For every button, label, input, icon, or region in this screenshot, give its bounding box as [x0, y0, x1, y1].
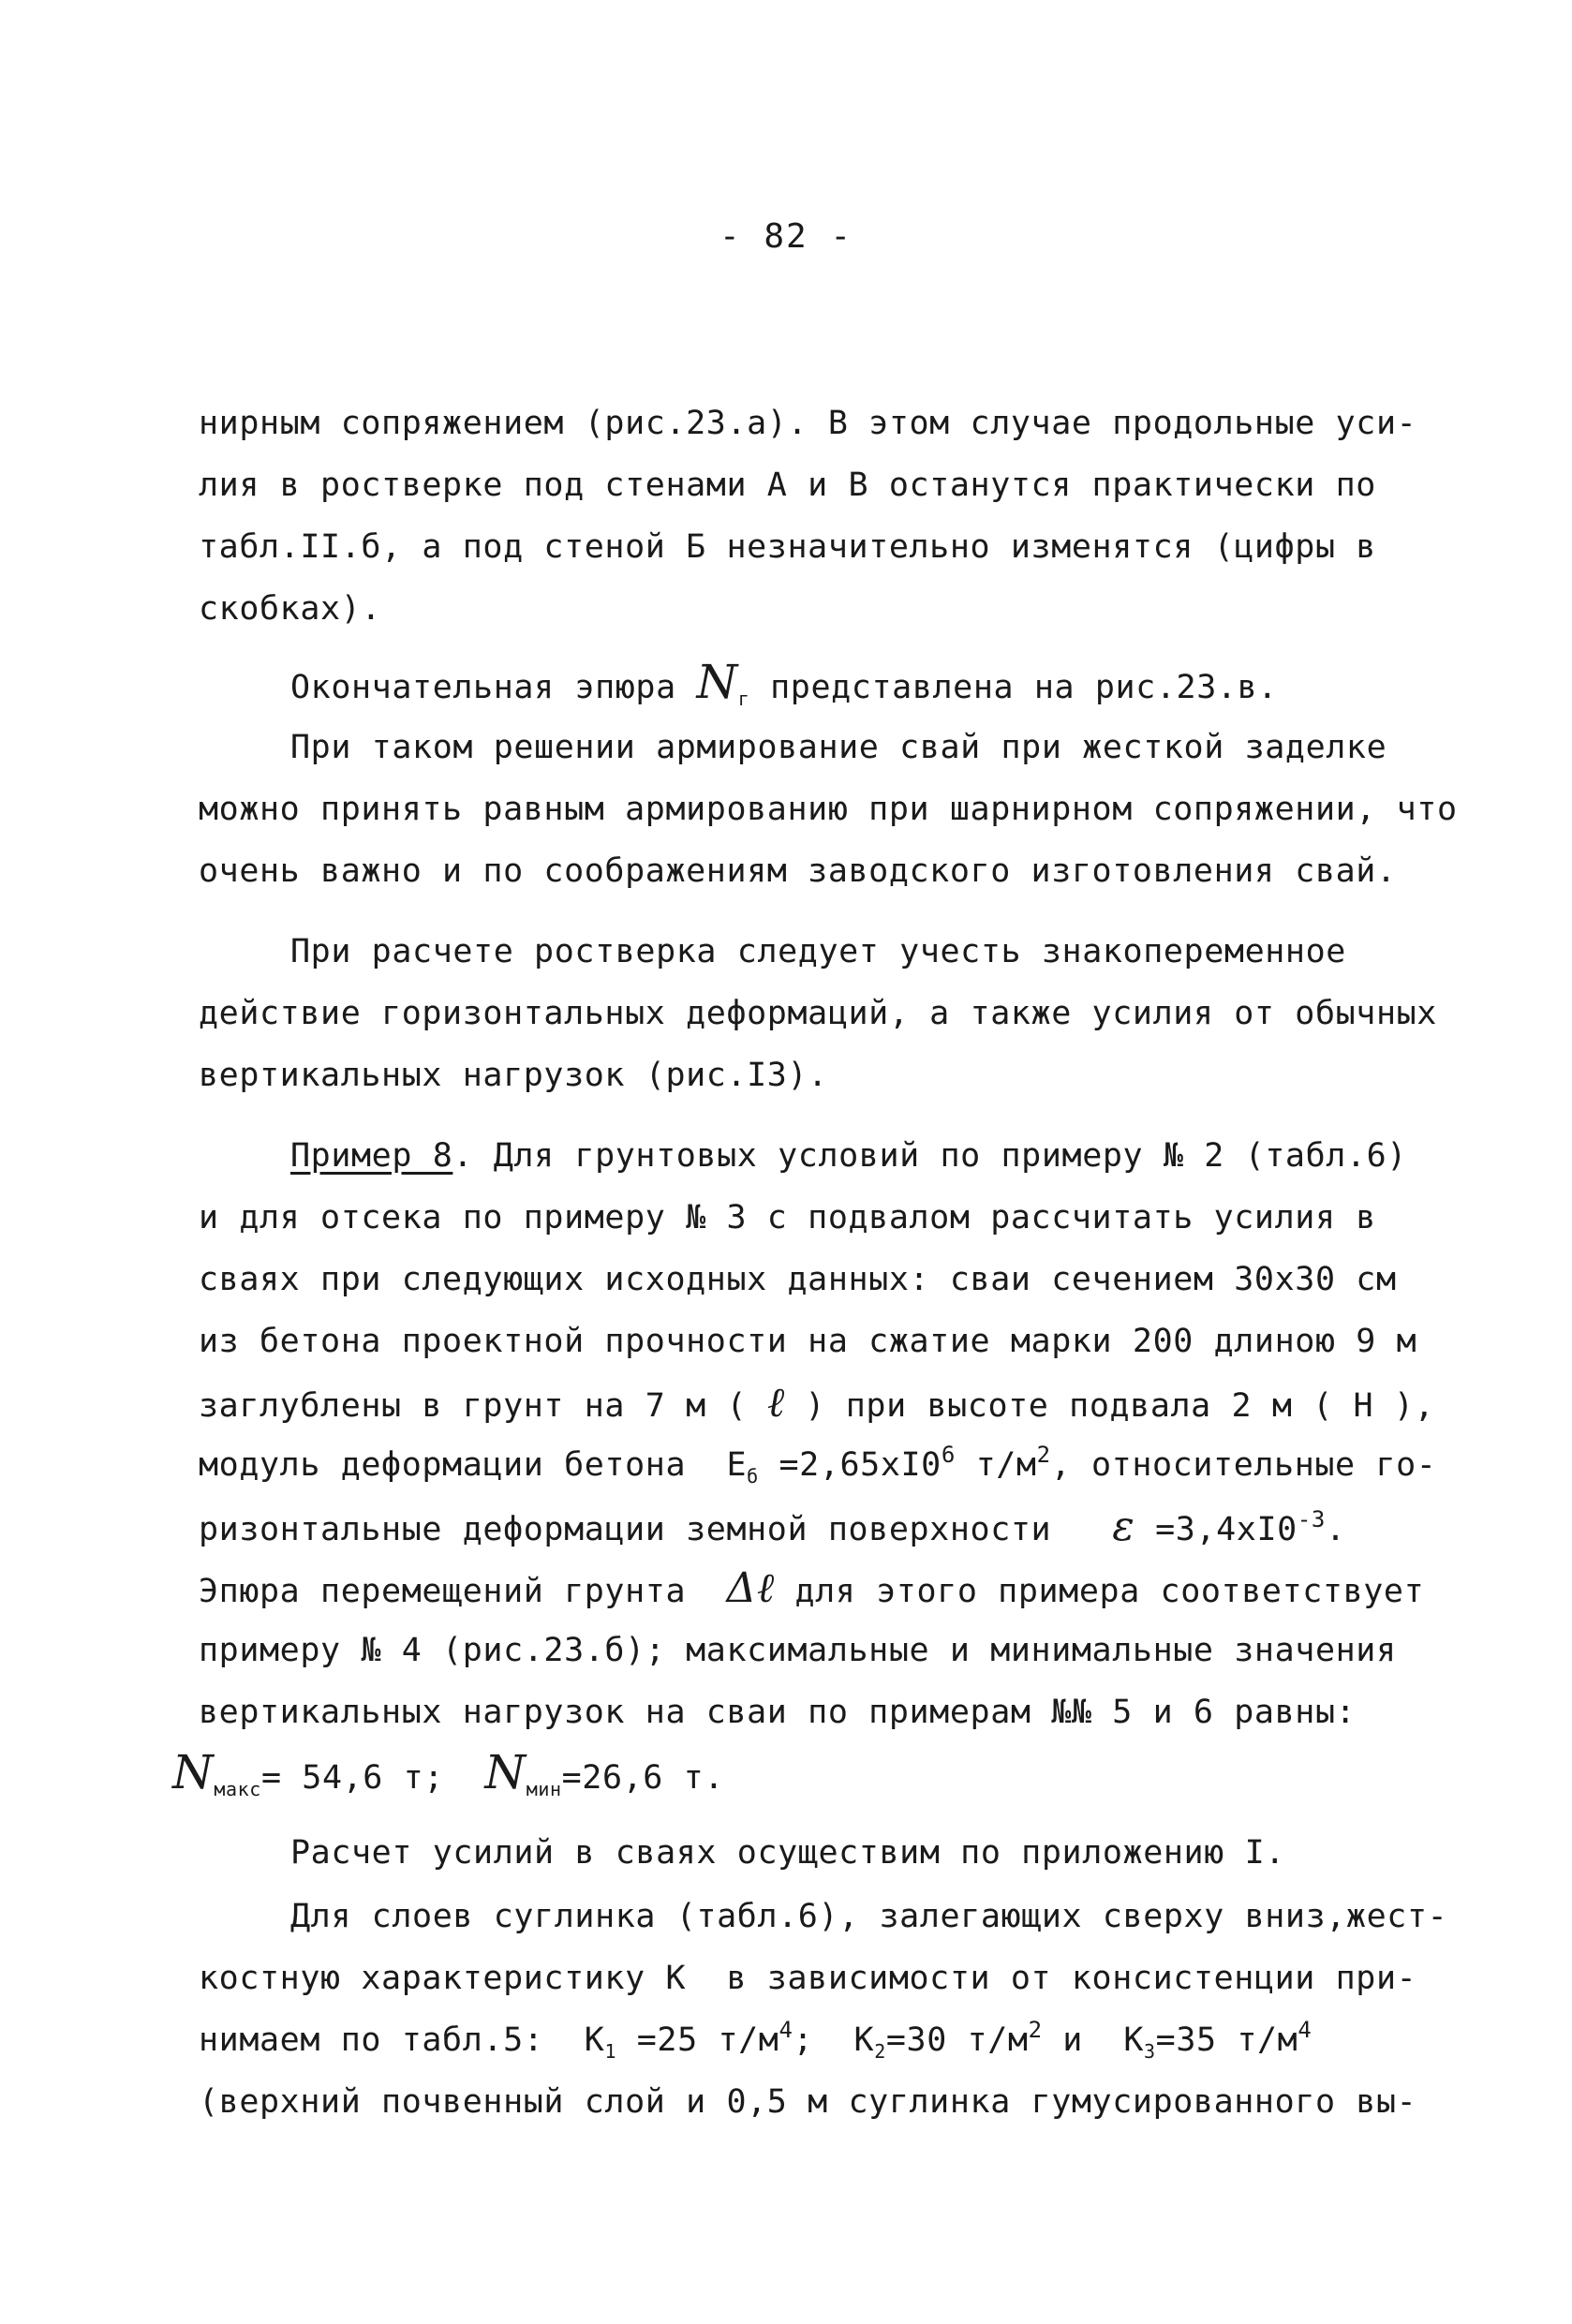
- symbol-superscript: 6: [941, 1442, 956, 1468]
- symbol-superscript: 2: [1028, 2017, 1043, 2043]
- text-line-15: из бетона проектной прочности на сжатие марки 200 длиною 9 м: [199, 1323, 1417, 1360]
- text-fragment: ) при высоте подвала 2 м ( H ),: [784, 1387, 1435, 1425]
- symbol-N-max: N: [172, 1745, 215, 1799]
- text-fragment: =26,6 т.: [561, 1759, 724, 1797]
- text-fragment: Окончательная эпюра: [290, 669, 697, 706]
- text-line-14: сваях при следующих исходных данных: сваи сечением 30х30 см: [199, 1261, 1397, 1298]
- text-fragment: заглублены в грунт на 7 м (: [199, 1387, 767, 1425]
- text-fragment: =35 т/м: [1155, 2021, 1298, 2059]
- text-line-17: [199, 1442, 1437, 1488]
- text-line-10: действие горизонтальных деформаций, а также усилия от обычных: [199, 995, 1437, 1032]
- symbol-subscript: б: [747, 1465, 759, 1488]
- text-line-20: примеру № 4 (рис.23.б); максимальные и минимальные значения: [199, 1632, 1397, 1669]
- text-line-5: [290, 655, 1278, 710]
- text-line-22: [172, 1745, 724, 1800]
- page-number: - 82 -: [719, 217, 853, 256]
- text-line-27: (верхний почвенный слой и 0,5 м суглинка гумусированного вы-: [199, 2083, 1417, 2121]
- symbol-subscript: 2: [874, 2040, 886, 2063]
- text-fragment: =30 т/м: [885, 2021, 1029, 2059]
- text-line-8: очень важно и по соображениям заводского изготовления свай.: [199, 852, 1397, 890]
- symbol-subscript: 1: [604, 2040, 617, 2063]
- symbol-delta-ell: Δℓ: [726, 1564, 775, 1612]
- symbol-N: N: [696, 655, 738, 709]
- text-line-12: [290, 1137, 1407, 1175]
- text-line-26: [199, 2017, 1312, 2063]
- text-fragment: ; K: [793, 2021, 875, 2059]
- text-fragment: . Для грунтовых условий по примеру № 2 (табл.6): [452, 1137, 1407, 1175]
- text-line-3: табл.II.б, а под стеной Б незначительно изменятся (цифры в: [199, 528, 1376, 566]
- symbol-superscript: 4: [1298, 2017, 1312, 2043]
- text-fragment: = 54,6 т;: [260, 1759, 485, 1797]
- text-line-4: скобках).: [199, 590, 382, 628]
- text-line-11: вертикальных нагрузок (рис.I3).: [199, 1057, 828, 1094]
- symbol-subscript: г: [737, 688, 750, 710]
- text-fragment: , относительные го-: [1050, 1446, 1437, 1484]
- symbol-N-min: N: [484, 1745, 526, 1799]
- example-heading: Пример 8: [290, 1137, 453, 1175]
- text-fragment: представлена на рис.23.в.: [749, 669, 1278, 706]
- text-line-24: Для слоев суглинка (табл.6), залегающих сверху вниз,жест-: [290, 1898, 1448, 1935]
- symbol-subscript: макс: [214, 1778, 261, 1800]
- symbol-superscript: 4: [779, 2017, 793, 2043]
- text-fragment: =2,65хI0: [758, 1446, 942, 1484]
- symbol-ell: ℓ: [766, 1379, 785, 1427]
- text-fragment: =25 т/м: [616, 2021, 779, 2059]
- symbol-superscript: -3: [1297, 1506, 1326, 1532]
- text-line-25: костную характеристику K в зависимости от консистенции при-: [199, 1960, 1417, 1997]
- symbol-subscript: мин: [526, 1778, 562, 1800]
- symbol-subscript: 3: [1144, 2040, 1156, 2063]
- text-fragment: ризонтальные деформации земной поверхности: [199, 1511, 1113, 1548]
- text-line-16: [199, 1379, 1435, 1427]
- text-line-23: Расчет усилий в сваях осуществим по приложению I.: [290, 1834, 1285, 1872]
- text-line-13: и для отсека по примеру № 3 с подвалом рассчитать усилия в: [199, 1199, 1376, 1236]
- text-line-18: [199, 1502, 1346, 1550]
- text-fragment: модуль деформации бетона: [199, 1446, 727, 1484]
- text-line-6: При таком решении армирование свай при жесткой заделке: [290, 729, 1387, 766]
- text-fragment: т/м: [955, 1446, 1037, 1484]
- text-fragment: Эпюра перемещений грунта: [199, 1573, 727, 1610]
- text-line-21: вертикальных нагрузок на сваи по примерам №№ 5 и 6 равны:: [199, 1694, 1357, 1731]
- text-fragment: нимаем по табл.5: K: [199, 2021, 605, 2059]
- text-fragment: и K: [1042, 2021, 1144, 2059]
- text-fragment: =3,4хI0: [1135, 1511, 1298, 1548]
- symbol-epsilon: ε: [1112, 1502, 1135, 1550]
- text-line-1: нирным сопряжением (рис.23.а). В этом случае продольные уси-: [199, 405, 1417, 442]
- text-line-7: можно принять равным армированию при шарнирном сопряжении, что: [199, 791, 1458, 828]
- symbol-superscript: 2: [1036, 1442, 1051, 1468]
- text-line-2: лия в ростверке под стенами А и В останутся практически по: [199, 466, 1376, 504]
- text-fragment: для этого примера соответствует: [774, 1573, 1425, 1610]
- text-line-19: [199, 1564, 1425, 1612]
- symbol-E: E: [726, 1446, 748, 1484]
- text-line-9: При расчете ростверка следует учесть знакопеременное: [290, 933, 1346, 970]
- text-fragment: .: [1325, 1511, 1346, 1548]
